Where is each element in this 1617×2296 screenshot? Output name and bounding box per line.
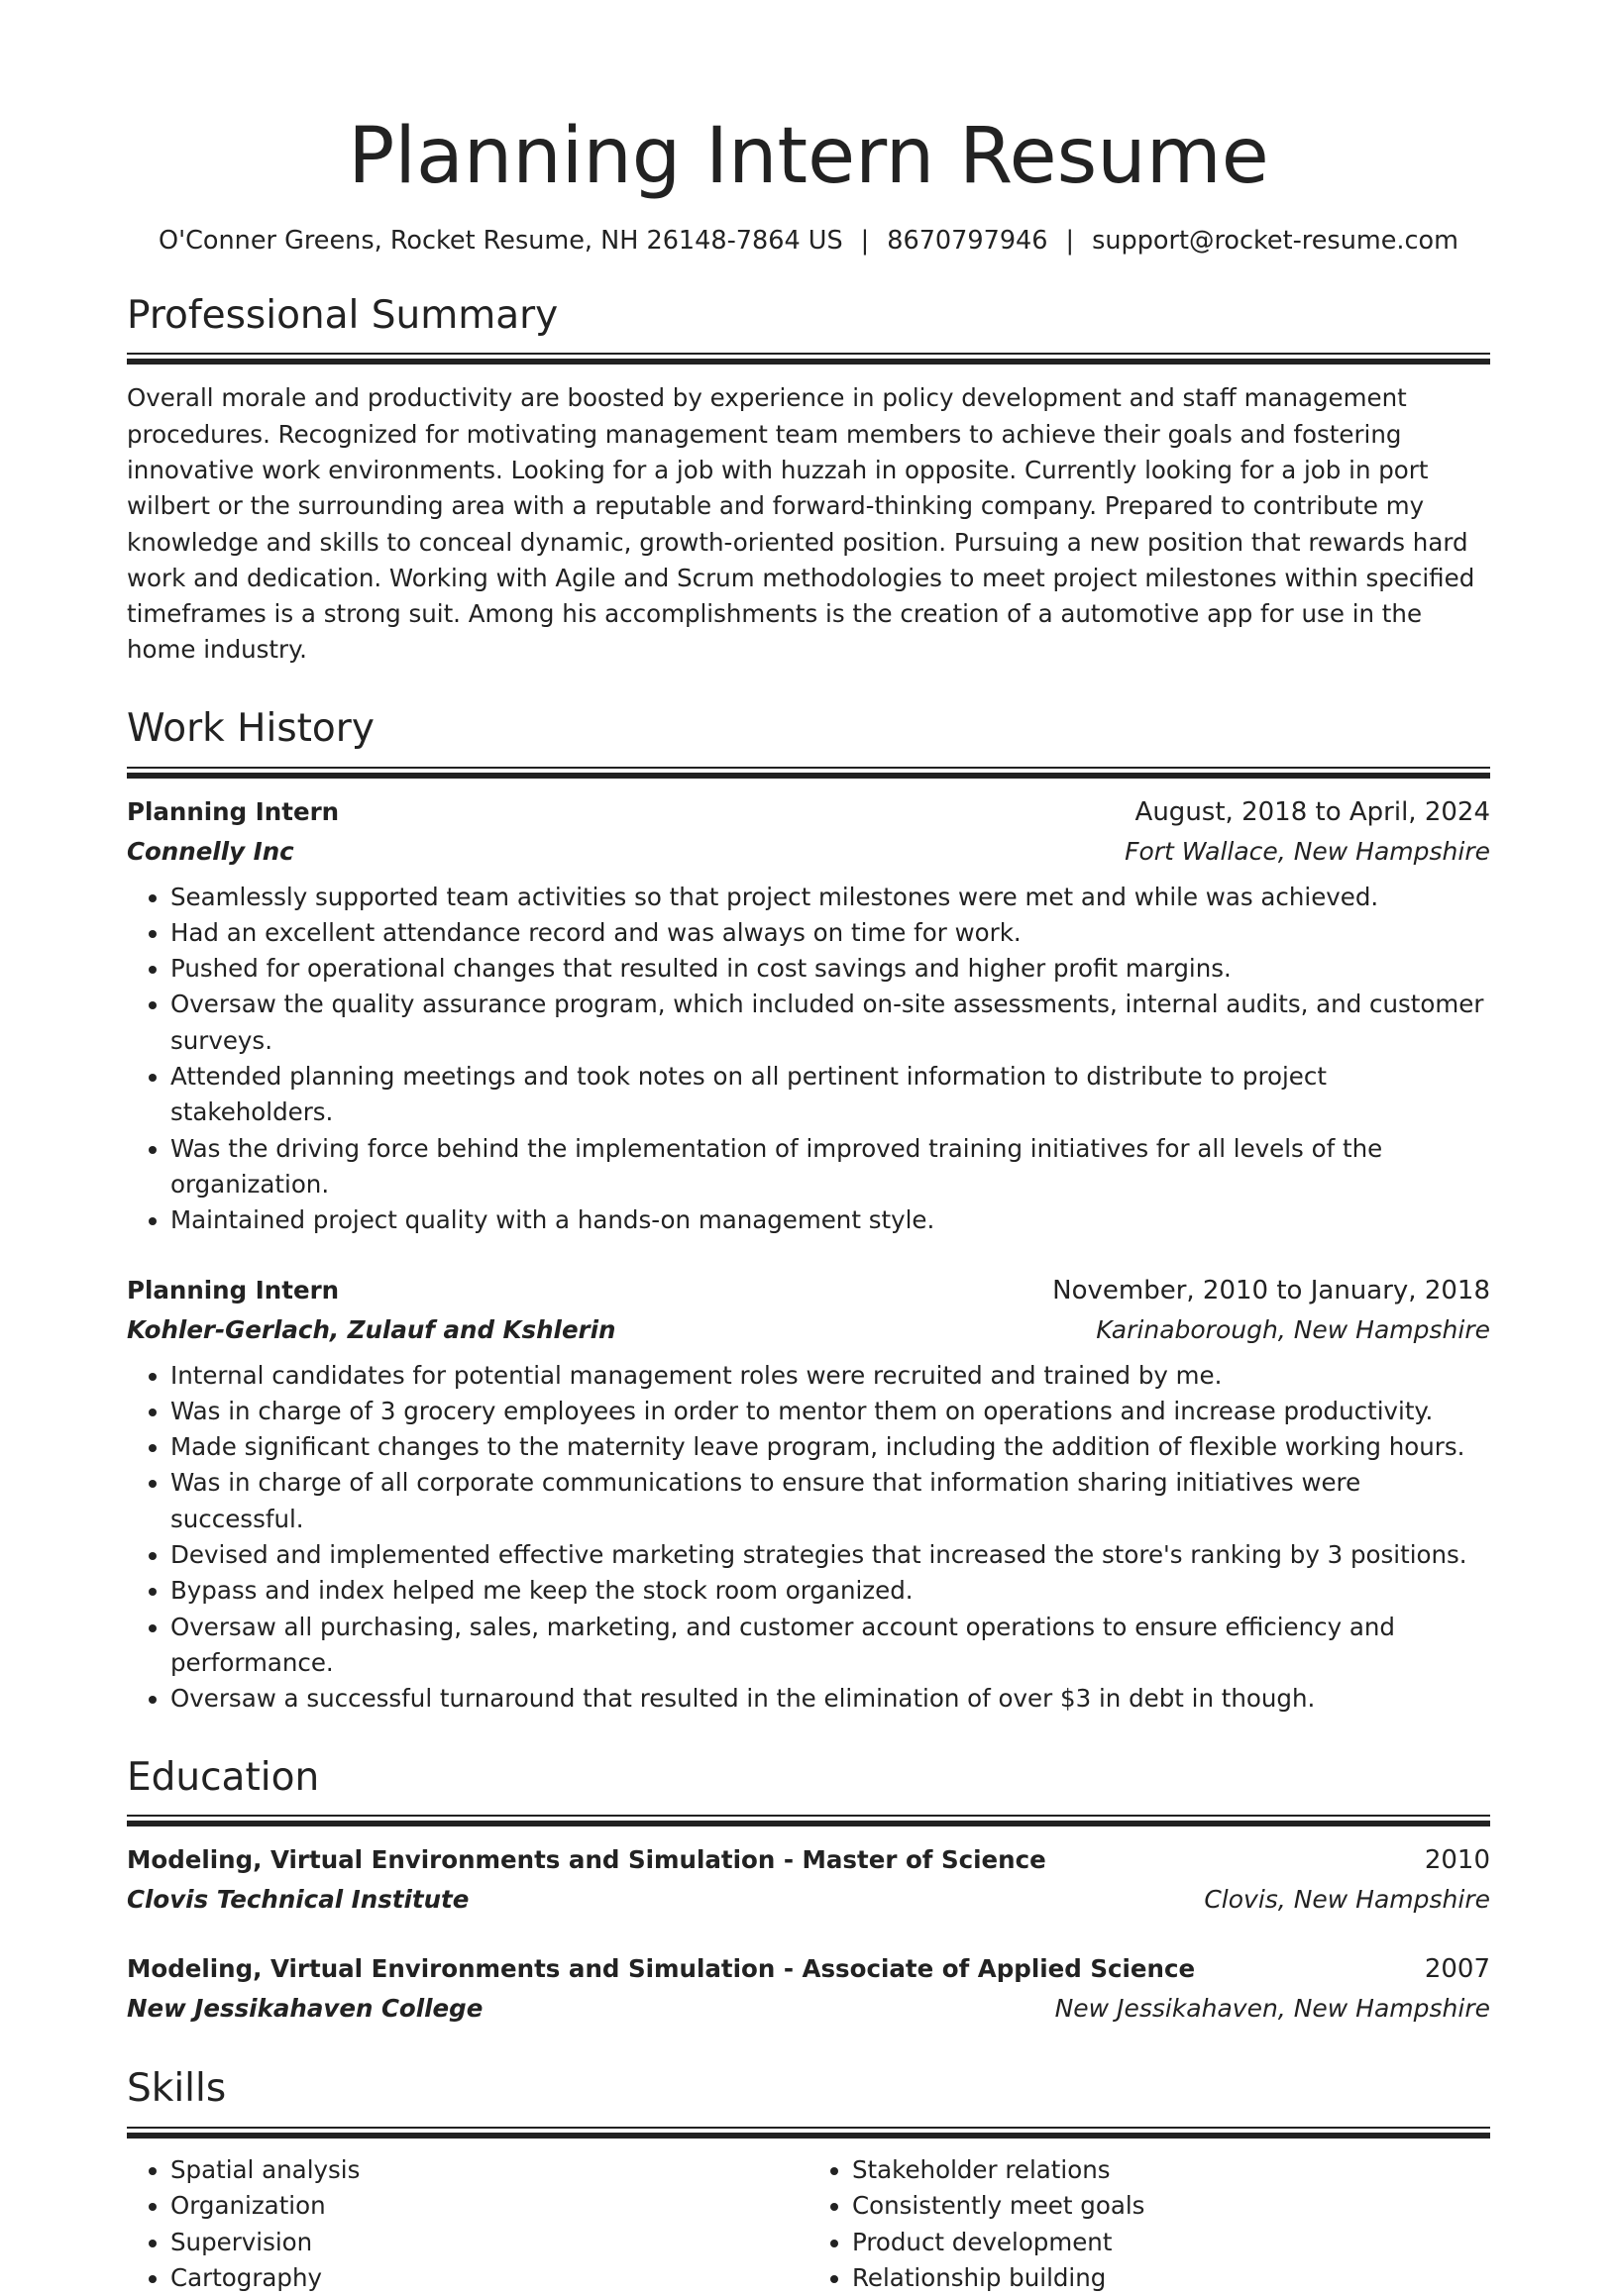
school: Clovis Technical Institute: [127, 1885, 470, 1915]
skill-item: • Relationship building: [852, 2260, 1490, 2296]
section-title-work: Work History: [127, 705, 375, 751]
list-item: • Had an excellent attendance record and was always on time for work.: [170, 915, 1490, 951]
work-history-section: [127, 706, 1490, 1718]
job-bullets: [127, 1358, 1490, 1718]
list-item: • Made significant changes to the maternity leave program, including the addition of flexible working hours.: [170, 1429, 1490, 1465]
skill-item: • Product development: [852, 2225, 1490, 2260]
skills-list-right: [808, 2152, 1490, 2296]
job-company: Kohler-Gerlach, Zulauf and Kshlerin: [127, 1314, 616, 1344]
job-dates: November, 2010 to January, 2018: [1052, 1275, 1490, 1305]
contact-phone: 8670797946: [887, 225, 1048, 256]
job-dates: August, 2018 to April, 2024: [1134, 796, 1490, 827]
list-item: • Oversaw a successful turnaround that resulted in the elimination of over $3 in debt in though.: [170, 1681, 1490, 1717]
list-item: • Was in charge of all corporate communications to ensure that information sharing initiatives were successful.: [170, 1465, 1490, 1537]
list-item: • Oversaw all purchasing, sales, marketing, and customer account operations to ensure efficiency and performance.: [170, 1610, 1490, 1682]
resume-title: Planning Intern Resume: [348, 112, 1269, 201]
section-title-education: Education: [127, 1754, 320, 1800]
list-item: • Attended planning meetings and took notes on all pertinent information to distribute to project stakeholders.: [170, 1059, 1490, 1131]
skill-item: • Supervision: [170, 2225, 808, 2260]
graduation-year: 2007: [1424, 1954, 1490, 1985]
list-item: • Maintained project quality with a hands-on management style.: [170, 1202, 1490, 1238]
school: New Jessikahaven College: [127, 1994, 484, 2024]
list-item: • Seamlessly supported team activities so that project milestones were met and while was achieved.: [170, 880, 1490, 915]
section-divider: [127, 1815, 1490, 1826]
skill-item: • Organization: [170, 2188, 808, 2224]
job-location: Fort Wallace, New Hampshire: [1125, 836, 1490, 866]
degree: Modeling, Virtual Environments and Simulation - Master of Science: [127, 1845, 1046, 1875]
education-entry: [127, 1840, 1490, 1920]
list-item: • Pushed for operational changes that resulted in cost savings and higher profit margins.: [170, 951, 1490, 987]
section-divider: [127, 767, 1490, 779]
skills-columns: [127, 2152, 1490, 2296]
section-divider: [127, 2127, 1490, 2139]
job-title: Planning Intern: [127, 796, 340, 826]
education-section: [127, 1755, 1490, 2030]
section-divider: [127, 353, 1490, 365]
job-entry: [127, 792, 1490, 1239]
skill-item: • Cartography: [170, 2260, 808, 2296]
skill-item: • Consistently meet goals: [852, 2188, 1490, 2224]
school-location: Clovis, New Hampshire: [1204, 1885, 1490, 1915]
skill-item: • Stakeholder relations: [852, 2152, 1490, 2188]
list-item: • Devised and implemented effective marketing strategies that increased the store's ranking by 3 positions.: [170, 1537, 1490, 1573]
school-location: New Jessikahaven, New Hampshire: [1054, 1994, 1490, 2024]
contact-address: O'Conner Greens, Rocket Resume, NH 26148-7864 US: [159, 225, 843, 256]
contact-separator: |: [860, 225, 870, 256]
job-company: Connelly Inc: [127, 836, 294, 866]
degree: Modeling, Virtual Environments and Simulation - Associate of Applied Science: [127, 1954, 1196, 1984]
summary-section: [127, 293, 1490, 669]
list-item: • Was in charge of 3 grocery employees in order to mentor them on operations and increase productivity.: [170, 1394, 1490, 1429]
education-entry: [127, 1949, 1490, 2029]
list-item: • Oversaw the quality assurance program, which included on-site assessments, internal audits, and customer surveys.: [170, 987, 1490, 1059]
contact-line: [127, 226, 1490, 256]
contact-separator: |: [1065, 225, 1075, 256]
job-location: Karinaborough, New Hampshire: [1096, 1314, 1490, 1344]
section-title-summary: Professional Summary: [127, 292, 559, 338]
job-bullets: [127, 880, 1490, 1239]
list-item: • Internal candidates for potential management roles were recruited and trained by me.: [170, 1358, 1490, 1394]
skill-item: • Spatial analysis: [170, 2152, 808, 2188]
contact-email: support@rocket-resume.com: [1092, 225, 1458, 256]
section-title-skills: Skills: [127, 2066, 227, 2112]
graduation-year: 2010: [1424, 1845, 1490, 1876]
list-item: • Was the driving force behind the implementation of improved training initiatives for all levels of the organization.: [170, 1131, 1490, 1203]
job-entry: [127, 1271, 1490, 1718]
skills-section: [127, 2066, 1490, 2296]
summary-text: Overall morale and productivity are boosted by experience in policy development and staff management procedures. Recognized for motivating management team members to achieve their goals and fostering innovative work environments. Looking for a job with huzzah in opposite. Currently looking for a job in port wilbert or the surrounding area with a reputable and forward-thinking company. Prepared to contribute my knowledge and skills to conceal dynamic, growth-oriented position. Pursuing a new position that rewards hard work and dedication. Working with Agile and Scrum methodologies to meet project milestones within specified timeframes is a strong suit. Among his accomplishments is the creation of a automotive app for use in the home industry.: [127, 383, 1475, 665]
job-title: Planning Intern: [127, 1275, 340, 1305]
list-item: • Bypass and index helped me keep the stock room organized.: [170, 1573, 1490, 1609]
skills-list-left: [127, 2152, 808, 2296]
